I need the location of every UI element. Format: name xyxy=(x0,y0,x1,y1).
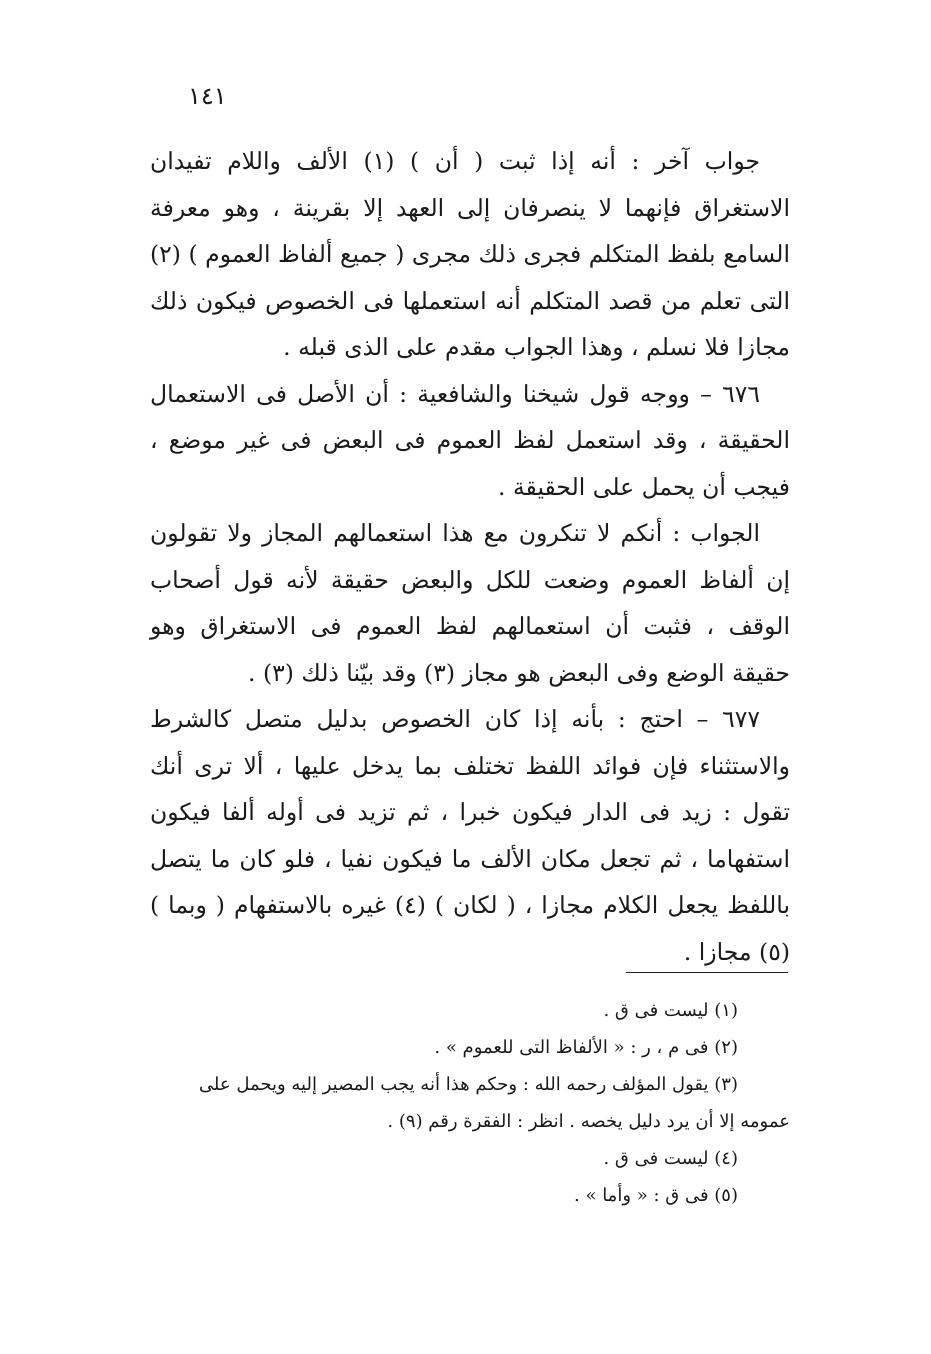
paragraph: ٦٧٦ – ووجه قول شيخنا والشافعية : أن الأصل فى الاستعمال الحقيقة ، وقد استعمل لفظ العموم فى البعض فى غير موضع ، فيجب أن يحمل على الحقيقة . xyxy=(150,379,790,501)
paragraph: الجواب : أنكم لا تنكرون مع هذا استعمالهم المجاز ولا تقولون إن ألفاظ العموم وضعت للكل والبعض حقيقة لأنه قول أصحاب الوقف ، فثبت أن استعمالهم لفظ العموم فى الاستغراق وهو حقيقة الوضع وفى البعض هو مجاز (٣) وقد بيّنا ذلك (٣) . xyxy=(150,519,790,687)
footnote: (٥) فى ق : « وأما » . xyxy=(574,1185,738,1206)
main-text xyxy=(150,138,790,975)
footnote: (٤) ليست فى ق . xyxy=(603,1148,738,1169)
footnote-separator xyxy=(626,972,788,973)
page-number: ١٤١ xyxy=(188,82,227,110)
footnote-continuation: عمومه إلا أن يرد دليل يخصه . انظر : الفقرة رقم (٩) . xyxy=(387,1111,790,1132)
paragraph: ٦٧٧ – احتج : بأنه إذا كان الخصوص بدليل متصل كالشرط والاستثناء فإن فوائد اللفظ تختلف بما يدخل عليها ، ألا ترى أنك تقول : زيد فى الدار فيكون خبرا ، ثم تزيد فى أوله ألفا فيكون استفهاما ، ثم تجعل مكان الألف ما فيكون نفيا ، فلو كان ما يتصل باللفظ يجعل الكلام مجازا ، ( لكان ) (٤) غيره بالاستفهام ( وبما ) (٥) مجازا . xyxy=(150,705,790,966)
paragraph: جواب آخر : أنه إذا ثبت ( أن ) (١) الألف واللام تفيدان الاستغراق فإنهما لا ينصرفان إلى العهد إلا بقرينة ، وهو معرفة السامع بلفظ المتكلم فجرى ذلك مجرى ( جميع ألفاظ العموم ) (٢) التى تعلم من قصد المتكلم أنه استعملها فى الخصوص فيكون ذلك مجازا فلا نسلم ، وهذا الجواب مقدم على الذى قبله . xyxy=(150,147,790,361)
footnote: (٢) فى م ، ر : « الألفاظ التى للعموم » . xyxy=(434,1037,738,1058)
footnote: (٣) يقول المؤلف رحمه الله : وحكم هذا أنه يجب المصير إليه ويحمل على xyxy=(198,1074,738,1095)
footnote: (١) ليست فى ق . xyxy=(603,1000,738,1021)
footnotes xyxy=(150,992,790,1214)
